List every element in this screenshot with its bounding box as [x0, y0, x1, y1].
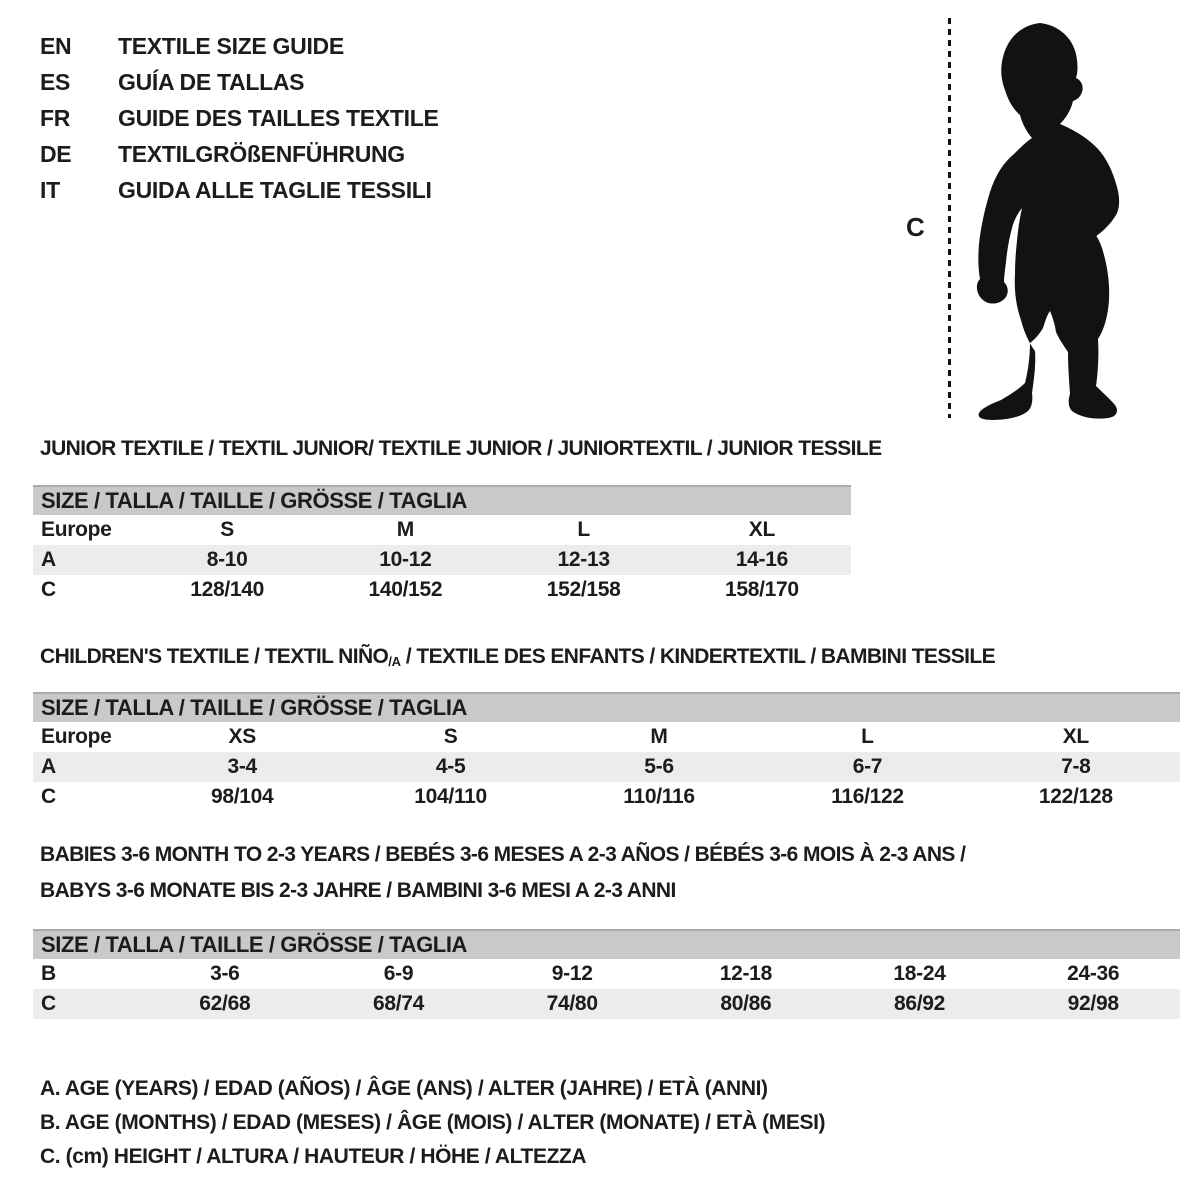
table-cell: 152/158: [546, 578, 621, 601]
table-cell: 10-12: [379, 548, 432, 571]
table-cell: 86/92: [893, 992, 946, 1015]
table-row: [33, 545, 851, 575]
language-code: FR: [40, 104, 71, 131]
legend-line: A. AGE (YEARS) / EDAD (AÑOS) / ÂGE (ANS) / ALTER (JAHRE) / ETÀ (ANNI): [40, 1077, 768, 1100]
table-cell: 8-10: [206, 548, 248, 571]
language-title: TEXTILE SIZE GUIDE: [118, 32, 344, 59]
table-cell: 110/116: [623, 785, 695, 808]
table-cell: 6-9: [383, 962, 414, 985]
row-label: C: [41, 578, 56, 601]
language-row: [40, 100, 439, 136]
table-row: [33, 752, 1180, 782]
language-title: GUIDA ALLE TAGLIE TESSILI: [118, 176, 432, 203]
row-label: B: [41, 962, 56, 985]
table-cell: 116/122: [831, 785, 904, 808]
table-cell: 6-7: [852, 755, 883, 778]
table-cell: 122/128: [1038, 785, 1113, 808]
table-cell: 104/110: [414, 785, 487, 808]
table-row: [33, 989, 1180, 1019]
language-row: [40, 64, 439, 100]
table-cell: L: [861, 725, 874, 748]
table-cell: 9-12: [551, 962, 593, 985]
table-cell: 128/140: [190, 578, 265, 601]
table-cell: 7-8: [1061, 755, 1091, 778]
table-cell: 3-6: [210, 962, 240, 985]
size-header-bar: [33, 929, 1180, 959]
section-title: BABIES 3-6 MONTH TO 2-3 YEARS / BEBÉS 3-6 MESES A 2-3 AÑOS / BÉBÉS 3-6 MOIS À 2-3 ANS /: [40, 843, 966, 866]
legend-line: B. AGE (MONTHS) / EDAD (MESES) / ÂGE (MOIS) / ALTER (MONATE) / ETÀ (MESI): [40, 1111, 826, 1134]
section-title-text: / TEXTILE DES ENFANTS / KINDERTEXTIL / BAMBINI TESSILE: [400, 645, 996, 668]
size-header-bar: [33, 485, 851, 515]
size-header-label: SIZE / TALLA / TAILLE / GRÖSSE / TAGLIA: [41, 932, 468, 957]
table-row: [33, 782, 1180, 812]
table-cell: 24-36: [1067, 962, 1120, 985]
table-cell: S: [443, 725, 458, 748]
table-cell: 98/104: [210, 785, 274, 808]
table-cell: XL: [748, 518, 775, 541]
table-cell: 3-4: [227, 755, 257, 778]
section-title-text: CHILDREN'S TEXTILE / TEXTIL NIÑO: [40, 645, 389, 668]
section-title-subscript: /A: [388, 654, 401, 669]
section-title: JUNIOR TEXTILE / TEXTIL JUNIOR/ TEXTILE JUNIOR / JUNIORTEXTIL / JUNIOR TESSILE: [40, 437, 882, 460]
table-cell: 4-5: [435, 755, 466, 778]
language-title: GUÍA DE TALLAS: [118, 68, 305, 95]
table-cell: M: [396, 518, 414, 541]
language-code: ES: [40, 68, 71, 95]
legend-line: C. (cm) HEIGHT / ALTURA / HAUTEUR / HÖHE / ALTEZZA: [40, 1145, 587, 1168]
size-table-babies: [33, 929, 1180, 1019]
table-cell: 12-13: [557, 548, 610, 571]
legend: [40, 1072, 825, 1174]
row-label: C: [41, 992, 56, 1015]
table-row: [33, 515, 851, 545]
size-table-children: [33, 692, 1180, 812]
language-header: [40, 28, 439, 208]
row-label: A: [41, 755, 56, 778]
table-cell: S: [220, 518, 234, 541]
table-cell: XL: [1062, 725, 1089, 748]
size-header-label: SIZE / TALLA / TAILLE / GRÖSSE / TAGLIA: [41, 488, 468, 513]
size-table-junior: [33, 485, 851, 605]
height-measure-label: C: [906, 212, 925, 242]
language-code: IT: [40, 176, 60, 203]
table-cell: 158/170: [724, 578, 799, 601]
table-cell: 80/86: [720, 992, 772, 1015]
table-cell: L: [577, 518, 590, 541]
table-row: [33, 959, 1180, 989]
table-cell: 5-6: [644, 755, 674, 778]
language-title: GUIDE DES TAILLES TEXTILE: [118, 104, 439, 131]
toddler-silhouette-icon: [960, 20, 1144, 422]
table-cell: 92/98: [1067, 992, 1119, 1015]
table-cell: 74/80: [546, 992, 598, 1015]
row-label: Europe: [41, 725, 112, 748]
language-code: DE: [40, 140, 72, 167]
table-cell: 18-24: [893, 962, 946, 985]
section-title: BABYS 3-6 MONATE BIS 2-3 JAHRE / BAMBINI 3-6 MESI A 2-3 ANNI: [40, 879, 676, 902]
row-label: A: [41, 548, 56, 571]
language-row: [40, 28, 439, 64]
height-measure-line: [948, 18, 951, 418]
table-cell: 14-16: [735, 548, 788, 571]
language-row: [40, 136, 439, 172]
language-code: EN: [40, 32, 72, 59]
table-row: [33, 575, 851, 605]
table-cell: 140/152: [368, 578, 443, 601]
table-cell: 12-18: [719, 962, 772, 985]
table-cell: 68/74: [372, 992, 425, 1015]
language-title: TEXTILGRÖßENFÜHRUNG: [118, 140, 405, 167]
size-header-label: SIZE / TALLA / TAILLE / GRÖSSE / TAGLIA: [41, 695, 468, 720]
table-row: [33, 722, 1180, 752]
row-label: Europe: [41, 518, 112, 541]
language-row: [40, 172, 439, 208]
size-header-bar: [33, 692, 1180, 722]
table-cell: M: [650, 725, 668, 748]
table-cell: XS: [228, 725, 256, 748]
row-label: C: [41, 785, 56, 808]
section-title: [40, 645, 995, 669]
table-cell: 62/68: [199, 992, 251, 1015]
